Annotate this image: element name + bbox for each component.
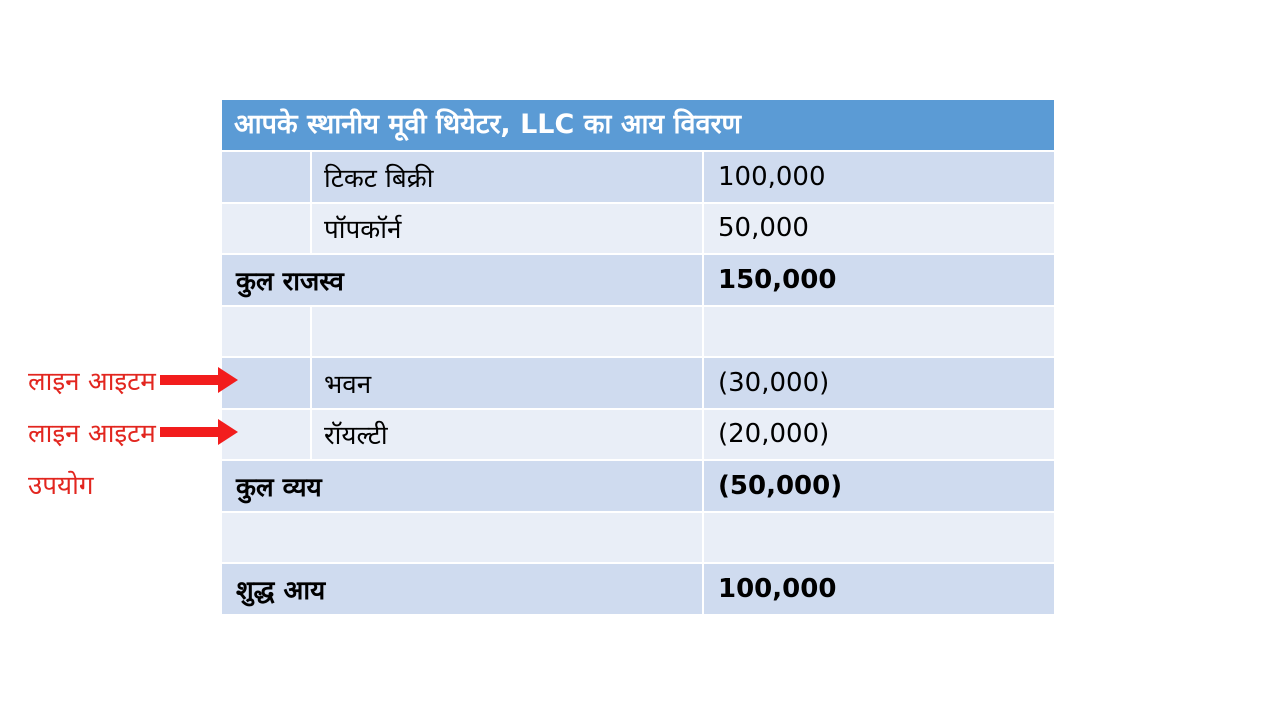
annotation-line-item-2 [28, 414, 238, 450]
table-row-empty [222, 305, 1054, 357]
row-value: 100,000 [718, 573, 837, 604]
row-label: टिकट बिक्री [312, 152, 704, 202]
row-label: रॉयल्टी [312, 410, 704, 460]
row-label: कुल व्यय [222, 461, 704, 511]
row-label: पॉपकॉर्न [312, 204, 704, 254]
row-label: शुद्ध आय [222, 564, 704, 614]
table-row [222, 150, 1054, 202]
indent-cell [222, 204, 312, 254]
row-value: 100,000 [718, 161, 826, 192]
row-label [222, 513, 704, 563]
table-row-empty [222, 511, 1054, 563]
row-value [704, 307, 1054, 357]
table-row [222, 356, 1054, 408]
row-value: (20,000) [718, 419, 830, 450]
annotation-label: लाइन आइटम [28, 419, 156, 449]
table-row-total-expenses [222, 459, 1054, 511]
table-row [222, 202, 1054, 254]
row-value: 50,000 [718, 213, 809, 244]
row-label: भवन [312, 358, 704, 408]
row-value: 150,000 [718, 264, 837, 295]
annotation-label: उपयोग [28, 471, 94, 501]
indent-cell [222, 152, 312, 202]
row-label [312, 307, 704, 357]
income-statement-table [222, 100, 1054, 614]
statement-title: आपके स्थानीय मूवी थियेटर, LLC का आय विवरण [222, 100, 1054, 150]
row-value: (30,000) [718, 367, 830, 398]
table-row-total-revenue [222, 253, 1054, 305]
annotation-label: लाइन आइटम [28, 367, 156, 397]
table-row-net-income [222, 562, 1054, 614]
indent-cell [222, 307, 312, 357]
table-row [222, 408, 1054, 460]
row-value: (50,000) [718, 470, 843, 501]
arrow-right-icon [160, 419, 238, 445]
row-label: कुल राजस्व [222, 255, 704, 305]
annotation-line-item-1 [28, 362, 238, 398]
row-value [704, 513, 1054, 563]
annotation-usage [28, 466, 93, 502]
arrow-right-icon [160, 367, 238, 393]
